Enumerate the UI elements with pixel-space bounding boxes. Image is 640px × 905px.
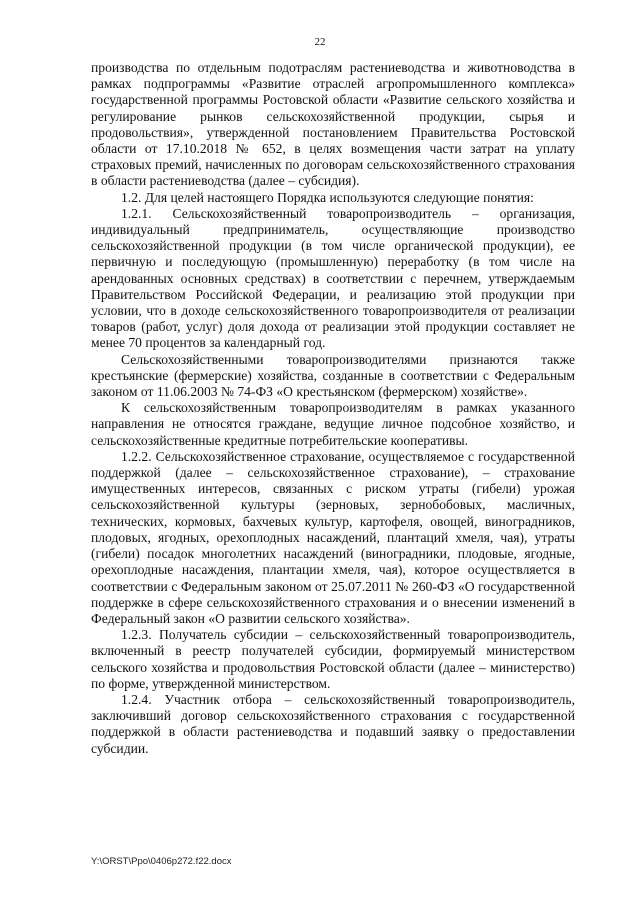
document-body — [91, 60, 575, 757]
paragraph-exclusions: К сельскохозяйственным товаропроизводителям в рамках указанного направления не относятся граждане, ведущие личное подсобное хозяйство, и сельскохозяйственные кредитные потребительские кооперативы. — [91, 400, 575, 448]
paragraph-1-2: 1.2. Для целей настоящего Порядка используются следующие понятия: — [121, 189, 534, 205]
paragraph-1-2-1: 1.2.1. Сельскохозяйственный товаропроизводитель – организация, индивидуальный предприниматель, осуществляющие производство сельскохозяйственной продукции (в том числе органической продукции), ее первичную и последующую (промышленную) переработку (в том числе на арендованных основных средствах) в соответствии с перечнем, утверждаемым Правительством Российской Федерации, и реализацию этой продукции при условии, что в доходе сельскохозяйственного товаропроизводителя от реализации товаров (работ, услуг) доля дохода от реализации этой продукции составляет не менее 70 процентов за календарный год. — [91, 205, 575, 351]
file-path-footer: Y:\ORST\Ppo\0406p272.f22.docx — [91, 856, 232, 867]
paragraph-1-2-3: 1.2.3. Получатель субсидии – сельскохозяйственный товаропроизводитель, включенный в реестр получателей субсидии, формируемый министерством сельского хозяйства и продовольствия Ростовской области (далее – министерство) по форме, утвержденной министерством. — [91, 627, 575, 691]
paragraph-1-2-4: 1.2.4. Участник отбора – сельскохозяйственный товаропроизводитель, заключивший договор сельскохозяйственного страхования с государственной поддержкой в области растениеводства и подавший заявку о предоставлении субсидии. — [91, 691, 575, 756]
page-number: 22 — [314, 36, 326, 48]
paragraph-1-2-2: 1.2.2. Сельскохозяйственное страхование, осуществляемое с государственной поддержкой (далее – сельскохозяйственное страхование), – страхование имущественных интересов, связанных с риском утраты (гибели) урожая сельскохозяйственной культуры (зерновых, зернобобовых, масличных, технических, кормовых, бахчевых культур, картофеля, овощей, виноградников, плодовых, ягодных, орехоплодных насаждений, плантаций хмеля, чая), утраты (гибели) посадок многолетних насаждений (виноградники, плодовые, ягодные, орехоплодные насаждения, плантации хмеля, чая), которое осуществляется в соответствии с Федеральным законом от 25.07.2011 № 260-ФЗ «О государственной поддержке в сфере сельскохозяйственного страхования и о внесении изменений в Федеральный закон «О развитии сельского хозяйства». — [91, 448, 575, 626]
paragraph-peasant-farms: Сельскохозяйственными товаропроизводителями признаются также крестьянские (фермерские) хозяйства, созданные в соответствии с Федеральным законом от 11.06.2003 № 74-ФЗ «О крестьянском (фермерском) хозяйстве». — [91, 351, 575, 400]
paragraph-intro-continuation: производства по отдельным подотраслям растениеводства и животноводства в рамках подпрограммы «Развитие отраслей агропромышленного комплекса» государственной программы Ростовской области «Развитие сельского хозяйства и регулирование рынков сельскохозяйственной продукции, сырья и продовольствия», утвержденной постановлением Правительства Ростовской области от 17.10.2018 № 652, в целях возмещения части затрат на уплату страховых премий, начисленных по договорам сельскохозяйственного страхования в области растениеводства (далее – субсидия). — [91, 60, 575, 189]
